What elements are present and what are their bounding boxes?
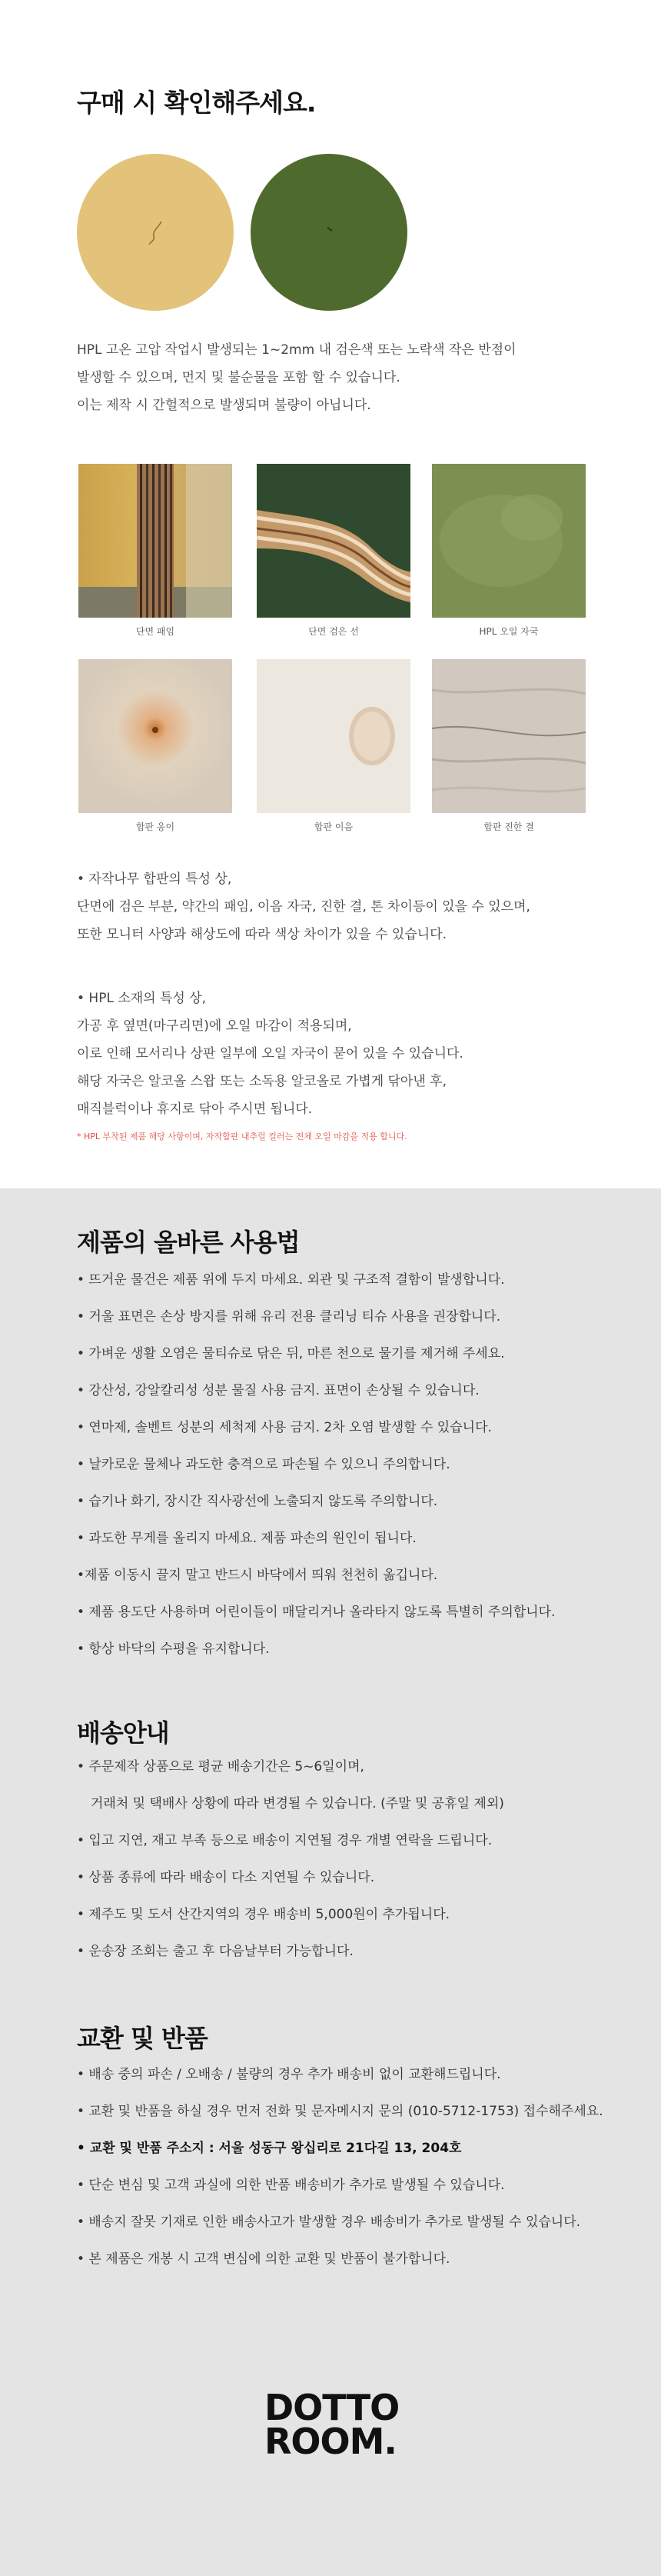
speck-mark xyxy=(77,154,234,311)
edge-black-line-photo xyxy=(257,464,410,618)
list-item: 거래처 및 택배사 상황에 따라 변경될 수 있습니다. (주말 및 공휴일 제외) xyxy=(91,1796,504,1811)
purchase-notice-section xyxy=(0,0,661,1188)
photo-tile xyxy=(78,659,232,833)
list-item: • 단순 변심 및 고객 과실에 의한 반품 배송비가 추가로 발생될 수 있습니다. xyxy=(77,2178,505,2193)
return-address: • 교환 및 반품 주소지 : 서울 성동구 왕십리로 21다길 13, 204호 xyxy=(77,2141,462,2156)
paragraph-line: 매직블럭이나 휴지로 닦아 주시면 됩니다. xyxy=(77,1101,313,1117)
paragraph-line: 발생할 수 있으며, 먼지 및 불순물을 포함 할 수 있습니다. xyxy=(77,370,400,385)
notice-title: 구매 시 확인해주세요. xyxy=(77,88,316,118)
plywood-joint-photo xyxy=(257,659,410,813)
yellow-swatch xyxy=(77,154,234,311)
list-item: • 주문제작 상품으로 평균 배송기간은 5~6일이며, xyxy=(77,1759,364,1775)
list-item: • 배송지 잘못 기재로 인한 배송사고가 발생할 경우 배송비가 추가로 발생될 수 있습니다. xyxy=(77,2214,581,2230)
plywood-dark-grain-photo xyxy=(432,659,586,813)
usage-title: 제품의 올바른 사용법 xyxy=(77,1228,300,1257)
list-item: • 교환 및 반품을 하실 경우 먼저 전화 및 문자메시지 문의 (010-5712-1753) 접수해주세요. xyxy=(77,2104,603,2119)
brand-logo xyxy=(264,2387,403,2462)
paragraph-line: 또한 모니터 사양과 해상도에 따라 색상 차이가 있을 수 있습니다. xyxy=(77,927,447,942)
list-item: • 연마제, 솔벤트 성분의 세척제 사용 금지. 2차 오염 발생할 수 있습니다. xyxy=(77,1420,492,1435)
paragraph-line: • 자작나무 합판의 특성 상, xyxy=(77,871,232,887)
hpl-speck-description xyxy=(77,336,517,419)
photo-caption: 단면 검은 선 xyxy=(308,626,359,637)
shipping-list xyxy=(77,1758,504,1979)
photo-tile xyxy=(78,464,232,638)
list-item: • 제품 용도단 사용하며 어린이들이 매달리거나 올라타지 않도록 특별히 주의합니다. xyxy=(77,1605,556,1620)
photo-caption: 단면 패임 xyxy=(135,626,175,637)
list-item: • 항상 바닥의 수평을 유지합니다. xyxy=(77,1641,270,1657)
plywood-characteristics xyxy=(77,865,530,948)
hpl-characteristics xyxy=(77,985,463,1123)
hpl-oil-mark-photo xyxy=(432,464,586,618)
oil-finish-footnote: * HPL 부착된 제품 해당 사항이며, 자작합판 내추럴 컬러는 전체 오일 마감을 적용 합니다. xyxy=(77,1131,407,1141)
logo-line: DOTTO xyxy=(264,2387,400,2428)
paragraph-line: 단면에 검은 부분, 약간의 패임, 이음 자국, 진한 결, 톤 차이등이 있을 수 있으며, xyxy=(77,899,530,915)
photo-caption: HPL 오일 자국 xyxy=(479,626,539,637)
green-swatch xyxy=(251,154,407,311)
photo-tile xyxy=(432,659,586,833)
paragraph-line: • HPL 소재의 특성 상, xyxy=(77,991,207,1006)
list-item: • 본 제품은 개봉 시 고객 변심에 의한 교환 및 반품이 불가합니다. xyxy=(77,2251,450,2267)
list-item: • 입고 지연, 재고 부족 등으로 배송이 지연될 경우 개별 연락을 드립니다. xyxy=(77,1833,493,1848)
list-item: • 뜨거운 물건은 제품 위에 두지 마세요. 외관 및 구조적 결함이 발생합니다. xyxy=(77,1272,505,1288)
list-item: • 날카로운 물체나 과도한 충격으로 파손될 수 있으니 주의합니다. xyxy=(77,1457,450,1472)
paragraph-line: 가공 후 옆면(마구리면)에 오일 마감이 적용되며, xyxy=(77,1018,352,1034)
paragraph-line: HPL 고온 고압 작업시 발생되는 1~2mm 내 검은색 또는 노락색 작은 반점이 xyxy=(77,342,517,358)
list-item: • 가벼운 생활 오염은 물티슈로 닦은 뒤, 마른 천으로 물기를 제거해 주세요. xyxy=(77,1346,505,1361)
photo-tile xyxy=(257,659,410,833)
photo-tile xyxy=(257,464,410,638)
logo-line: ROOM. xyxy=(264,2421,397,2462)
plywood-knot-photo xyxy=(78,659,232,813)
list-item: • 배송 중의 파손 / 오배송 / 불량의 경우 추가 배송비 없이 교환해드립니다. xyxy=(77,2067,501,2082)
list-item: • 강산성, 강알칼리성 성분 물질 사용 금지. 표면이 손상될 수 있습니다. xyxy=(77,1383,480,1398)
paragraph-line: 이로 인해 모서리나 상판 일부에 오일 자국이 묻어 있을 수 있습니다. xyxy=(77,1046,463,1061)
speck-mark xyxy=(251,154,407,311)
list-item: • 운송장 조회는 출고 후 다음날부터 가능합니다. xyxy=(77,1944,354,1959)
shipping-title: 배송안내 xyxy=(77,1718,169,1748)
list-item: • 과도한 무게를 올리지 마세요. 제품 파손의 원인이 됩니다. xyxy=(77,1531,417,1546)
edge-dent-photo xyxy=(78,464,232,618)
paragraph-line: 이는 제작 시 간헐적으로 발생되며 불량이 아닙니다. xyxy=(77,398,371,413)
photo-tile xyxy=(432,464,586,638)
returns-title: 교환 및 반품 xyxy=(77,2024,208,2053)
list-item: •제품 이동시 끌지 말고 반드시 바닥에서 띄워 천천히 옮깁니다. xyxy=(77,1568,438,1583)
photo-caption: 합판 옹이 xyxy=(135,821,175,832)
usage-list xyxy=(77,1271,555,1677)
list-item: • 거울 표면은 손상 방지를 위해 유리 전용 클리닝 티슈 사용을 권장합니다. xyxy=(77,1309,501,1325)
info-section xyxy=(0,1188,661,2576)
list-item: • 상품 종류에 따라 배송이 다소 지연될 수 있습니다. xyxy=(77,1870,375,1885)
paragraph-line: 해당 자국은 알코올 스왑 또는 소독용 알코올로 가볍게 닦아낸 후, xyxy=(77,1074,447,1089)
returns-list xyxy=(77,2065,603,2287)
photo-caption: 합판 이음 xyxy=(314,821,354,832)
photo-caption: 합판 진한 결 xyxy=(483,821,534,832)
list-item: • 제주도 및 도서 산간지역의 경우 배송비 5,000원이 추가됩니다. xyxy=(77,1907,450,1922)
list-item: • 습기나 화기, 장시간 직사광선에 노출되지 않도록 주의합니다. xyxy=(77,1494,438,1509)
